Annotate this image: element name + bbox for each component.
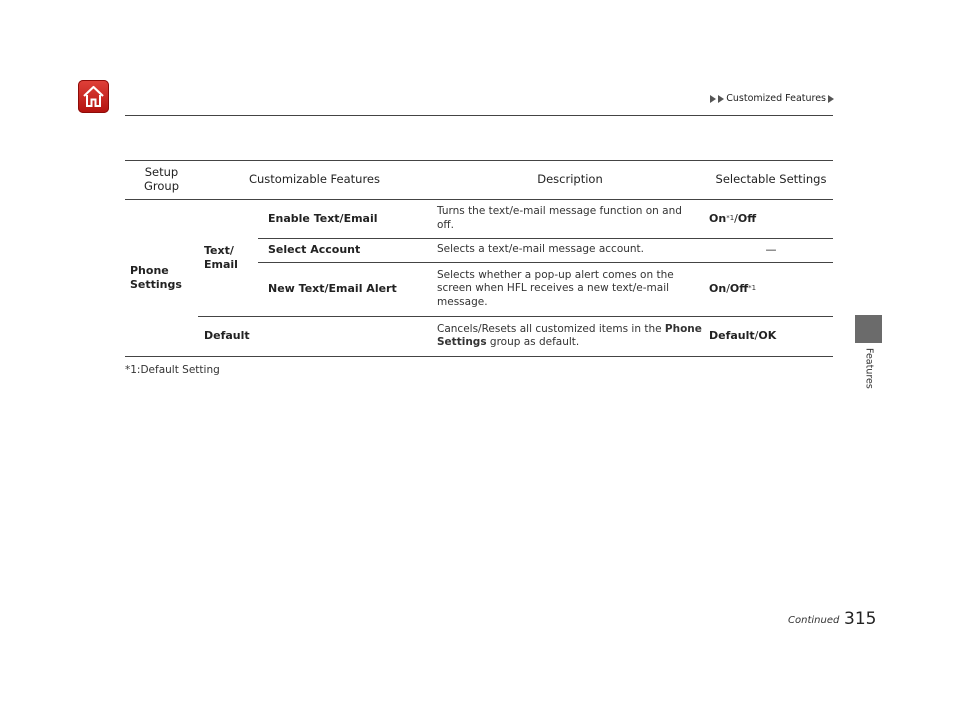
breadcrumb-link[interactable]: Customized Features: [726, 93, 826, 104]
feature-cell: Enable Text/Email: [268, 211, 378, 225]
chapter-tab[interactable]: [855, 315, 882, 343]
feature-cell: Default: [204, 329, 250, 343]
arrow-right-icon: [828, 95, 834, 103]
arrow-right-icon: [710, 95, 716, 103]
header-description: Description: [537, 171, 603, 186]
description-cell: Turns the text/e-mail message function on and off.: [437, 205, 682, 231]
continued-label: Continued: [788, 615, 840, 626]
setting-cell: On *1 / Off: [709, 211, 757, 225]
description-cell: Selects whether a pop-up alert comes on the screen when HFL receives a new text/e-mail message.: [437, 268, 674, 308]
home-icon: [82, 84, 105, 109]
description-cell: Cancels/Resets all customized items in the Phone Settings group as default.: [437, 322, 702, 348]
arrow-right-icon: [718, 95, 724, 103]
setting-cell: Default / OK: [709, 329, 777, 343]
breadcrumb: [710, 93, 834, 104]
feature-cell: New Text/Email Alert: [268, 282, 397, 296]
chapter-tab-label: Features: [863, 348, 875, 389]
setup-group-cell: Phone Settings: [130, 264, 182, 291]
header-rule: [125, 115, 833, 116]
home-button[interactable]: [78, 80, 109, 113]
description-cell: Selects a text/e-mail message account.: [437, 243, 645, 256]
feature-cell: Select Account: [268, 243, 361, 257]
setting-cell: —: [765, 243, 777, 257]
page-number: 315: [844, 609, 877, 629]
header-setup-group: Setup Group: [143, 165, 179, 193]
settings-table: [125, 160, 833, 357]
footnote: *1:Default Setting: [125, 364, 220, 376]
header-selectable-settings: Selectable Settings: [715, 171, 827, 186]
header-customizable-features: Customizable Features: [248, 171, 380, 186]
setting-cell: On / Off *1: [709, 282, 757, 296]
subgroup-cell: Text/ Email: [204, 244, 238, 271]
